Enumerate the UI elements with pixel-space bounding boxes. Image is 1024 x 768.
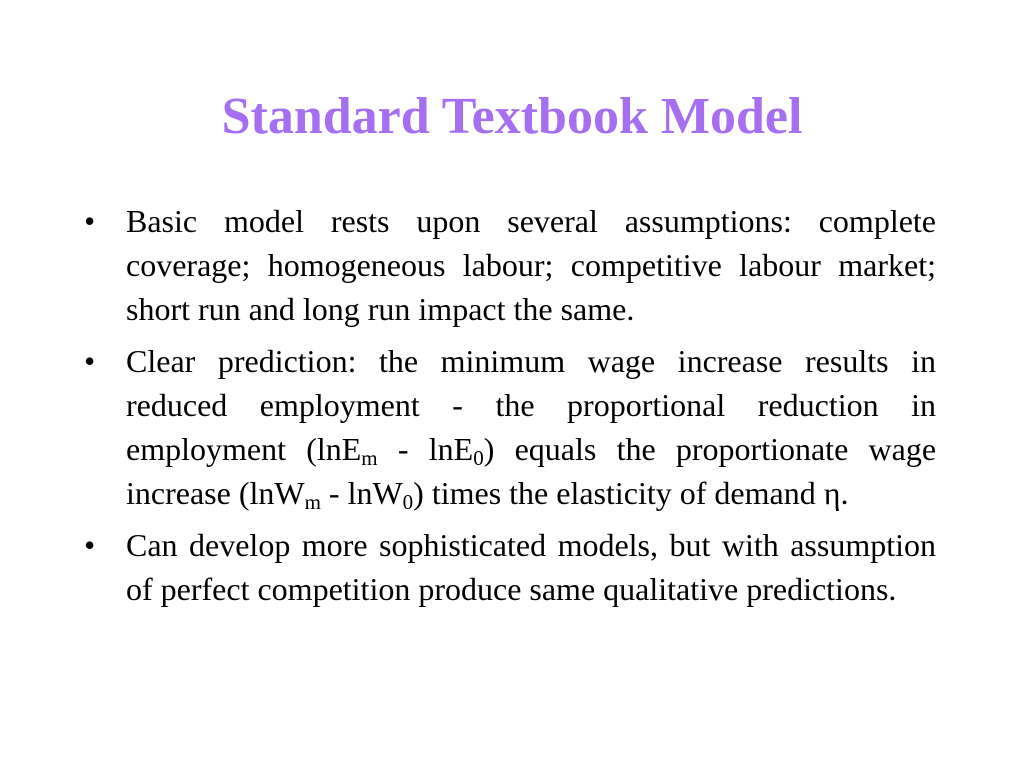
bullet-text: Basic model rests upon several assumptions: complete coverage; homogeneous labour; competitive labour market; short run and long run impact the same. (126, 203, 936, 327)
bullet-icon: • (84, 343, 96, 379)
bullet-icon: • (84, 203, 96, 239)
bullet-item-sophisticated-models (84, 523, 936, 611)
subscript: 0 (402, 490, 414, 514)
text-segment: Clear prediction: the minimum wage increase results in reduced employment - the proportional reduction in employment (lnE (126, 343, 936, 467)
bullet-text: Can develop more sophisticated models, but with assumption of perfect competition produce same qualitative predictions. (126, 527, 936, 607)
text-segment: - lnE (377, 431, 474, 467)
bullet-list (84, 199, 936, 619)
bullet-item-assumptions (84, 199, 936, 331)
subscript: m (304, 490, 321, 514)
bullet-text (126, 343, 937, 514)
subscript: 0 (473, 446, 484, 470)
subscript: m (361, 446, 378, 470)
text-segment: - lnW (320, 475, 403, 511)
text-segment: ) equals the proportionate wage increase (lnW (126, 431, 937, 511)
slide-title: Standard Textbook Model (221, 88, 803, 145)
bullet-icon: • (84, 527, 96, 563)
text-segment: ) times the elasticity of demand η. (413, 475, 849, 511)
bullet-item-prediction (84, 339, 936, 515)
